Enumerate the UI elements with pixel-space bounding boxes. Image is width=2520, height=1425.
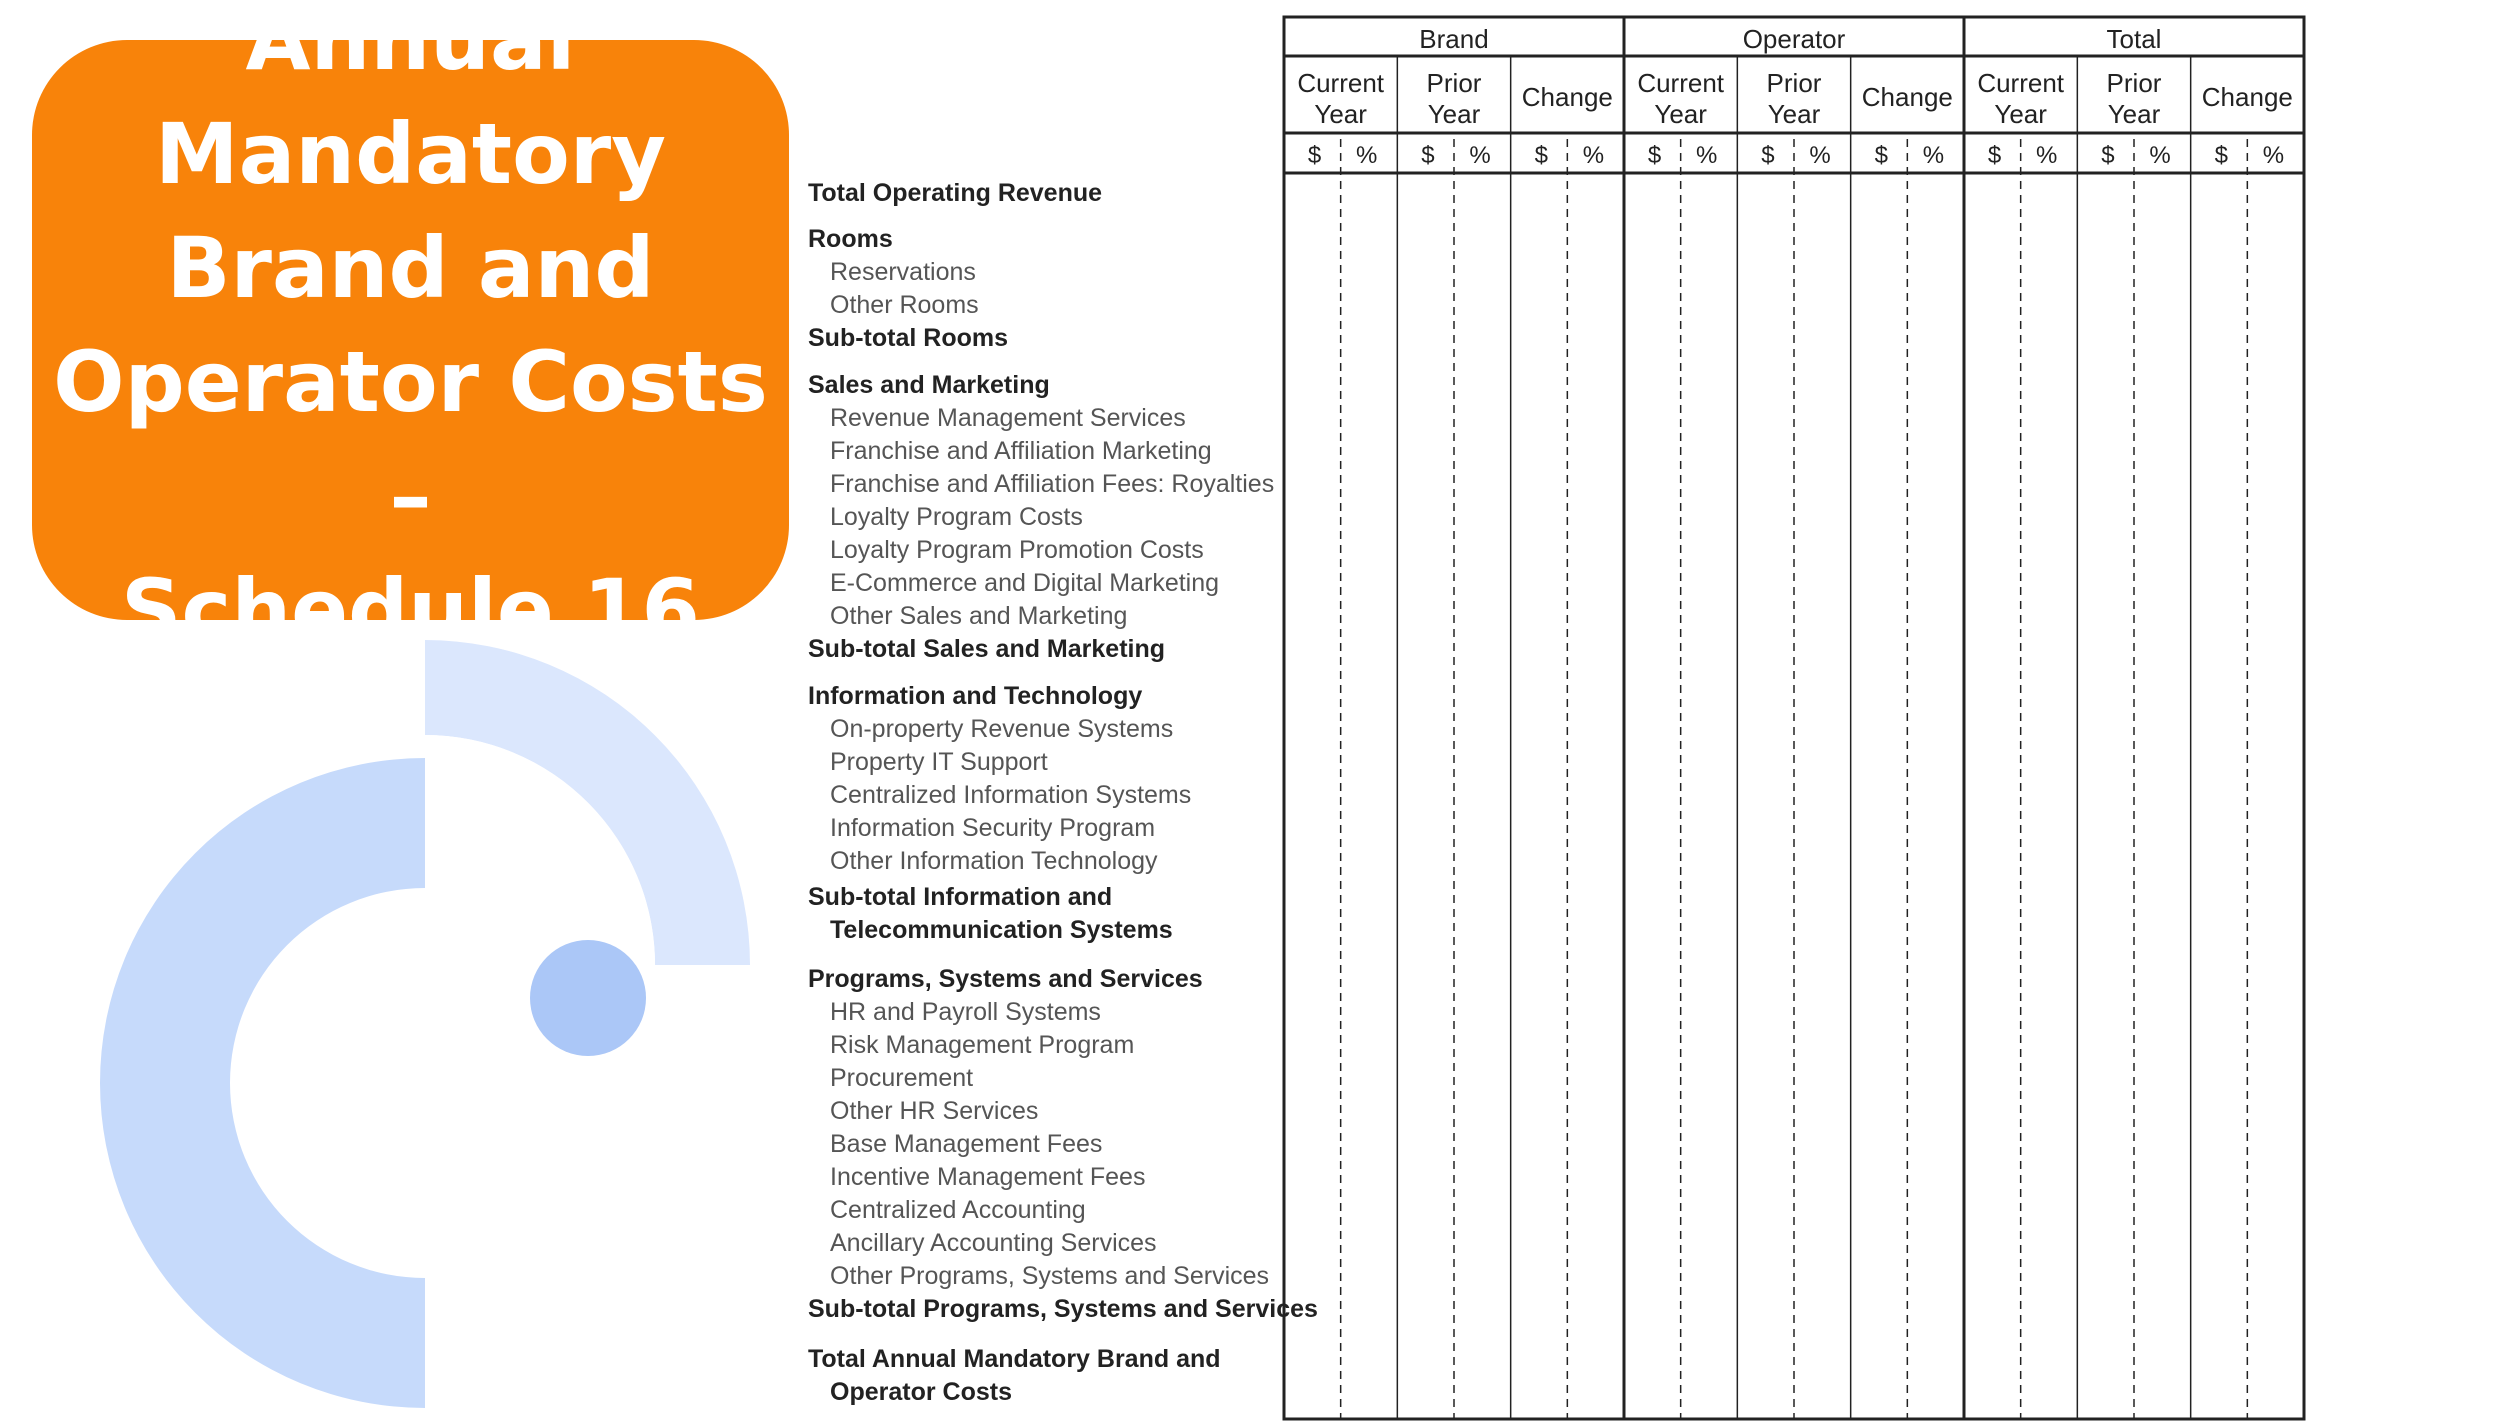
subcolumn-header: Year bbox=[1654, 99, 1707, 129]
logo-dot bbox=[530, 940, 646, 1056]
section-label: Sub-total Programs, Systems and Services bbox=[808, 1295, 1318, 1323]
subcolumn-header: Year bbox=[1994, 99, 2047, 129]
unit-percent: % bbox=[2262, 142, 2285, 169]
unit-percent: % bbox=[2036, 142, 2058, 169]
group-header: Brand bbox=[1419, 24, 1489, 54]
line-item-label: On-property Revenue Systems bbox=[830, 715, 1174, 743]
subcolumn-header: Change bbox=[1861, 82, 1953, 112]
subcolumn-header: Prior bbox=[1766, 68, 1822, 98]
title-line: Annual bbox=[245, 0, 576, 89]
unit-percent: % bbox=[2149, 142, 2171, 169]
title-line: Mandatory bbox=[155, 105, 666, 203]
subcolumn-header: Prior bbox=[1426, 68, 1482, 98]
section-label: Sales and Marketing bbox=[808, 371, 1050, 399]
unit-dollar: $ bbox=[1534, 142, 1548, 169]
line-item-label: Franchise and Affiliation Marketing bbox=[830, 437, 1212, 465]
line-item-label: Ancillary Accounting Services bbox=[830, 1229, 1157, 1257]
unit-percent: % bbox=[1922, 142, 1945, 169]
line-item-label: Other HR Services bbox=[830, 1097, 1039, 1125]
section-label: Information and Technology bbox=[808, 682, 1143, 710]
subcolumn-header: Current bbox=[1637, 68, 1725, 98]
line-item-label: Other Programs, Systems and Services bbox=[830, 1262, 1270, 1290]
unit-percent: % bbox=[1696, 142, 1718, 169]
section-label: Total Operating Revenue bbox=[808, 179, 1103, 207]
unit-percent: % bbox=[1469, 142, 1491, 169]
unit-dollar: $ bbox=[1874, 142, 1888, 169]
subcolumn-header: Prior bbox=[2106, 68, 2162, 98]
unit-dollar: $ bbox=[1987, 142, 2002, 169]
line-item-label: Loyalty Program Costs bbox=[830, 503, 1083, 531]
subcolumn-header: Year bbox=[2107, 99, 2161, 129]
unit-dollar: $ bbox=[1307, 142, 1322, 169]
unit-percent: % bbox=[1809, 142, 1831, 169]
line-item-label: Property IT Support bbox=[830, 748, 1048, 776]
line-item-label: Procurement bbox=[830, 1064, 974, 1092]
unit-dollar: $ bbox=[2101, 142, 2115, 169]
line-item-label: Base Management Fees bbox=[830, 1130, 1103, 1158]
unit-dollar: $ bbox=[2214, 142, 2228, 169]
line-item-label: Reservations bbox=[830, 258, 976, 286]
unit-dollar: $ bbox=[1421, 142, 1435, 169]
section-label: Operator Costs bbox=[830, 1378, 1012, 1406]
subcolumn-header: Change bbox=[2201, 82, 2293, 112]
subcolumn-header: Current bbox=[1297, 68, 1385, 98]
line-item-label: Revenue Management Services bbox=[830, 404, 1186, 432]
group-header: Operator bbox=[1742, 24, 1846, 54]
line-item-label: Other Information Technology bbox=[830, 847, 1158, 875]
title-line: Brand and bbox=[166, 219, 655, 317]
unit-percent: % bbox=[1582, 142, 1605, 169]
line-item-label: Centralized Accounting bbox=[830, 1196, 1086, 1224]
section-label: Sub-total Rooms bbox=[808, 324, 1008, 352]
line-item-label: Other Rooms bbox=[830, 291, 979, 319]
unit-dollar: $ bbox=[1761, 142, 1775, 169]
title-line: Schedule 16 bbox=[121, 561, 700, 659]
section-label: Rooms bbox=[808, 225, 893, 253]
line-item-label: E-Commerce and Digital Marketing bbox=[830, 569, 1220, 597]
subcolumn-header: Current bbox=[1977, 68, 2065, 98]
subcolumn-header: Change bbox=[1521, 82, 1613, 112]
subcolumn-header: Year bbox=[1314, 99, 1367, 129]
logo-large-arc bbox=[100, 758, 425, 1408]
line-item-label: Centralized Information Systems bbox=[830, 781, 1192, 809]
line-item-label: Information Security Program bbox=[830, 814, 1156, 842]
title-badge bbox=[32, 0, 789, 659]
subcolumn-header: Year bbox=[1427, 99, 1481, 129]
schedule-table bbox=[1282, 15, 2312, 1425]
logo-graphic bbox=[100, 640, 760, 1410]
section-label: Total Annual Mandatory Brand and bbox=[808, 1345, 1221, 1373]
title-line: Operator Costs – bbox=[53, 333, 768, 545]
section-label: Telecommunication Systems bbox=[830, 916, 1173, 944]
section-label: Programs, Systems and Services bbox=[808, 965, 1203, 993]
subcolumn-header: Year bbox=[1767, 99, 1821, 129]
section-label: Sub-total Information and bbox=[808, 883, 1113, 911]
page-title bbox=[32, 0, 789, 677]
line-item-label: Loyalty Program Promotion Costs bbox=[830, 536, 1204, 564]
section-label: Sub-total Sales and Marketing bbox=[808, 635, 1166, 663]
group-header: Total bbox=[2106, 24, 2162, 54]
line-item-label: Incentive Management Fees bbox=[830, 1163, 1146, 1191]
line-item-label: Franchise and Affiliation Fees: Royalties bbox=[830, 470, 1275, 498]
line-item-label: Risk Management Program bbox=[830, 1031, 1135, 1059]
unit-percent: % bbox=[1356, 142, 1378, 169]
line-item-label: Other Sales and Marketing bbox=[830, 602, 1128, 630]
unit-dollar: $ bbox=[1647, 142, 1662, 169]
line-item-label: HR and Payroll Systems bbox=[830, 998, 1101, 1026]
